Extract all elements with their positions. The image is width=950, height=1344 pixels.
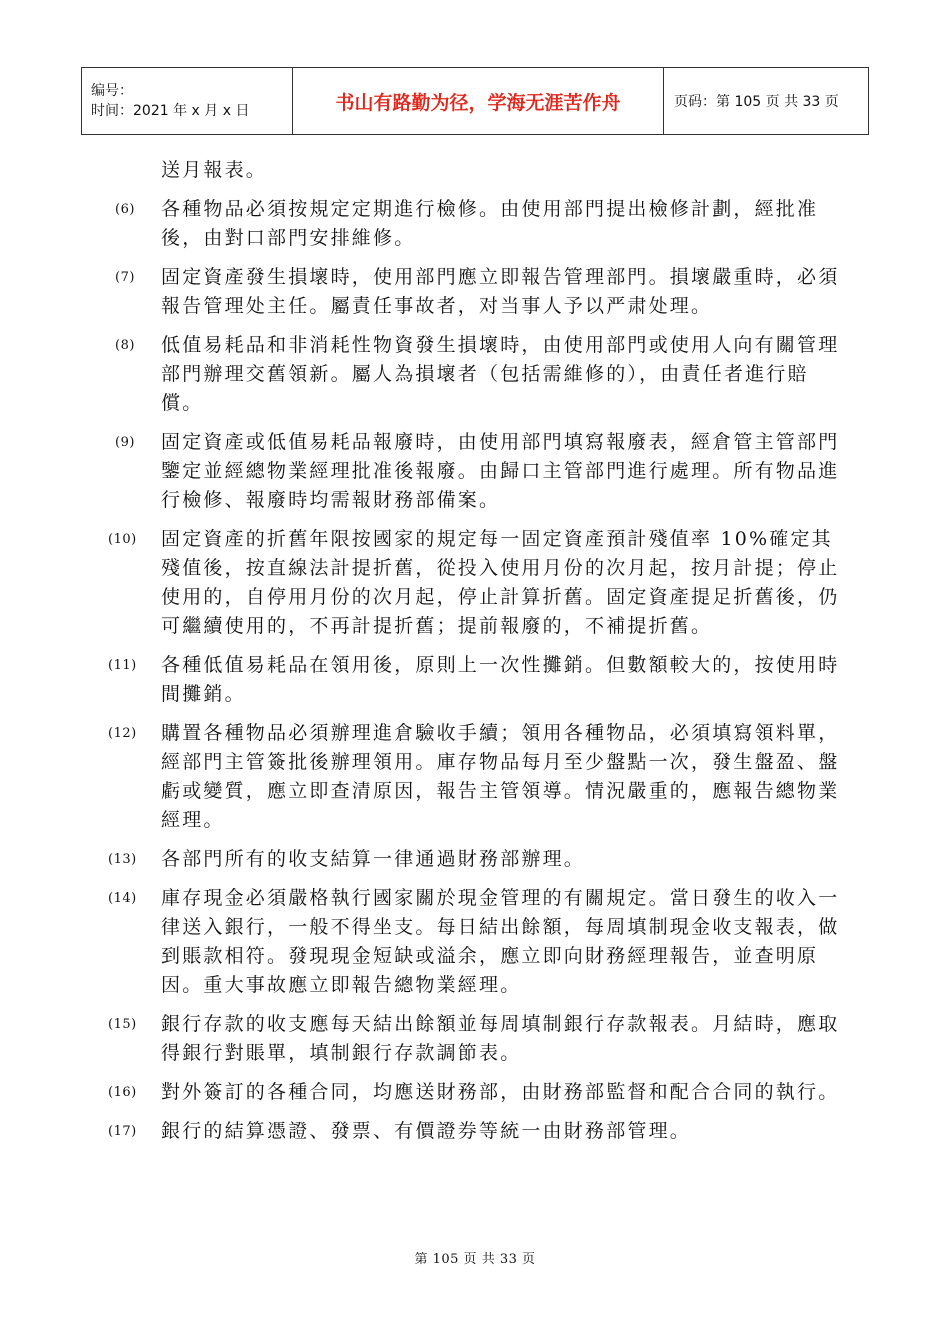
item-text: 銀行存款的收支應每天結出餘額並每周填制銀行存款報表。月結時，應取得銀行對賬單，填制銀行存款調節表。 [161,1013,840,1064]
list-item [108,525,843,641]
item-text: 固定資產的折舊年限按國家的規定每一固定資產預計殘值率 10%確定其殘值後，按直線法計提折舊，從投入使用月份的次月起，按月計提；停止使用的，自停用月份的次月起，停止計算折舊。固定資產提足折舊後，仍可繼續使用的，不再計提折舊；提前報廢的，不補提折舊。 [161,528,840,637]
list-item [108,1010,843,1068]
time-label: 时间：2021 年 x 月 x 日 [91,103,250,119]
list-item [108,651,843,709]
list-item [108,1117,843,1146]
list-item [115,263,843,321]
motto: 书山有路勤为径，学海无涯苦作舟 [293,68,664,135]
item-text: 各種低值易耗品在領用後，原則上一次性攤銷。但數額較大的，按使用時間攤銷。 [161,654,840,705]
item-number: (7) [115,270,135,285]
list-item [108,845,843,874]
item-number: (16) [108,1085,137,1100]
continuation-paragraph [115,156,843,185]
item-number: (12) [108,726,137,741]
list-item [115,195,843,253]
list-item [108,1078,843,1107]
page-footer: 第 105 页 共 33 页 [414,1252,536,1267]
item-number: (17) [108,1124,137,1139]
header-left-cell [82,68,293,135]
item-number: (15) [108,1017,137,1032]
item-text: 固定資產或低值易耗品報廢時，由使用部門填寫報廢表，經倉管主管部門鑒定並經總物業經理批准後報廢。由歸口主管部門進行處理。所有物品進行檢修、報廢時均需報財務部備案。 [161,431,840,511]
clause-list [108,195,843,1146]
list-item [115,428,843,515]
item-number: (10) [108,532,137,547]
item-text: 各部門所有的收支結算一律通過財務部辦理。 [161,848,586,870]
continuation-text: 送月報表。 [161,159,268,181]
list-item [108,884,843,1000]
item-text: 各種物品必須按規定定期進行檢修。由使用部門提出檢修計劃，經批准後，由對口部門安排維修。 [161,198,819,249]
item-text: 銀行的結算憑證、發票、有價證券等統一由財務部管理。 [161,1120,692,1142]
item-number: (8) [115,338,135,353]
item-number: (14) [108,891,137,906]
item-text: 購置各種物品必須辦理進倉驗收手續；領用各種物品，必須填寫領料單，經部門主管簽批後辦理領用。庫存物品每月至少盤點一次，發生盤盈、盤虧或變質，應立即查清原因，報告主管領導。情況嚴重的，應報告總物業經理。 [161,722,840,831]
page-info: 页码：第 105 页 共 33 页 [664,68,869,135]
item-text: 低值易耗品和非消耗性物資發生損壞時，由使用部門或使用人向有關管理部門辦理交舊領新。屬人為損壞者（包括需維修的），由責任者進行賠償。 [161,334,840,414]
item-number: (9) [115,435,135,450]
item-number: (11) [108,658,137,673]
item-number: (13) [108,852,137,867]
item-number: (6) [115,202,135,217]
item-text: 固定資產發生損壞時，使用部門應立即報告管理部門。損壞嚴重時，必須報告管理处主任。屬責任事故者，对当事人予以严肃处理。 [161,266,840,317]
header-table [81,67,869,135]
item-text: 庫存現金必須嚴格執行國家關於現金管理的有關規定。當日發生的收入一律送入銀行，一般不得坐支。每日結出餘額，每周填制現金收支報表，做到賬款相符。發現現金短缺或溢余，應立即向財務經理報告，並查明原因。重大事故應立即報告總物業經理。 [161,887,840,996]
number-label: 编号： [91,83,133,99]
item-text: 對外簽訂的各種合同，均應送財務部，由財務部監督和配合合同的執行。 [161,1081,840,1103]
document-body [108,156,843,1156]
list-item [108,719,843,835]
list-item [115,331,843,418]
